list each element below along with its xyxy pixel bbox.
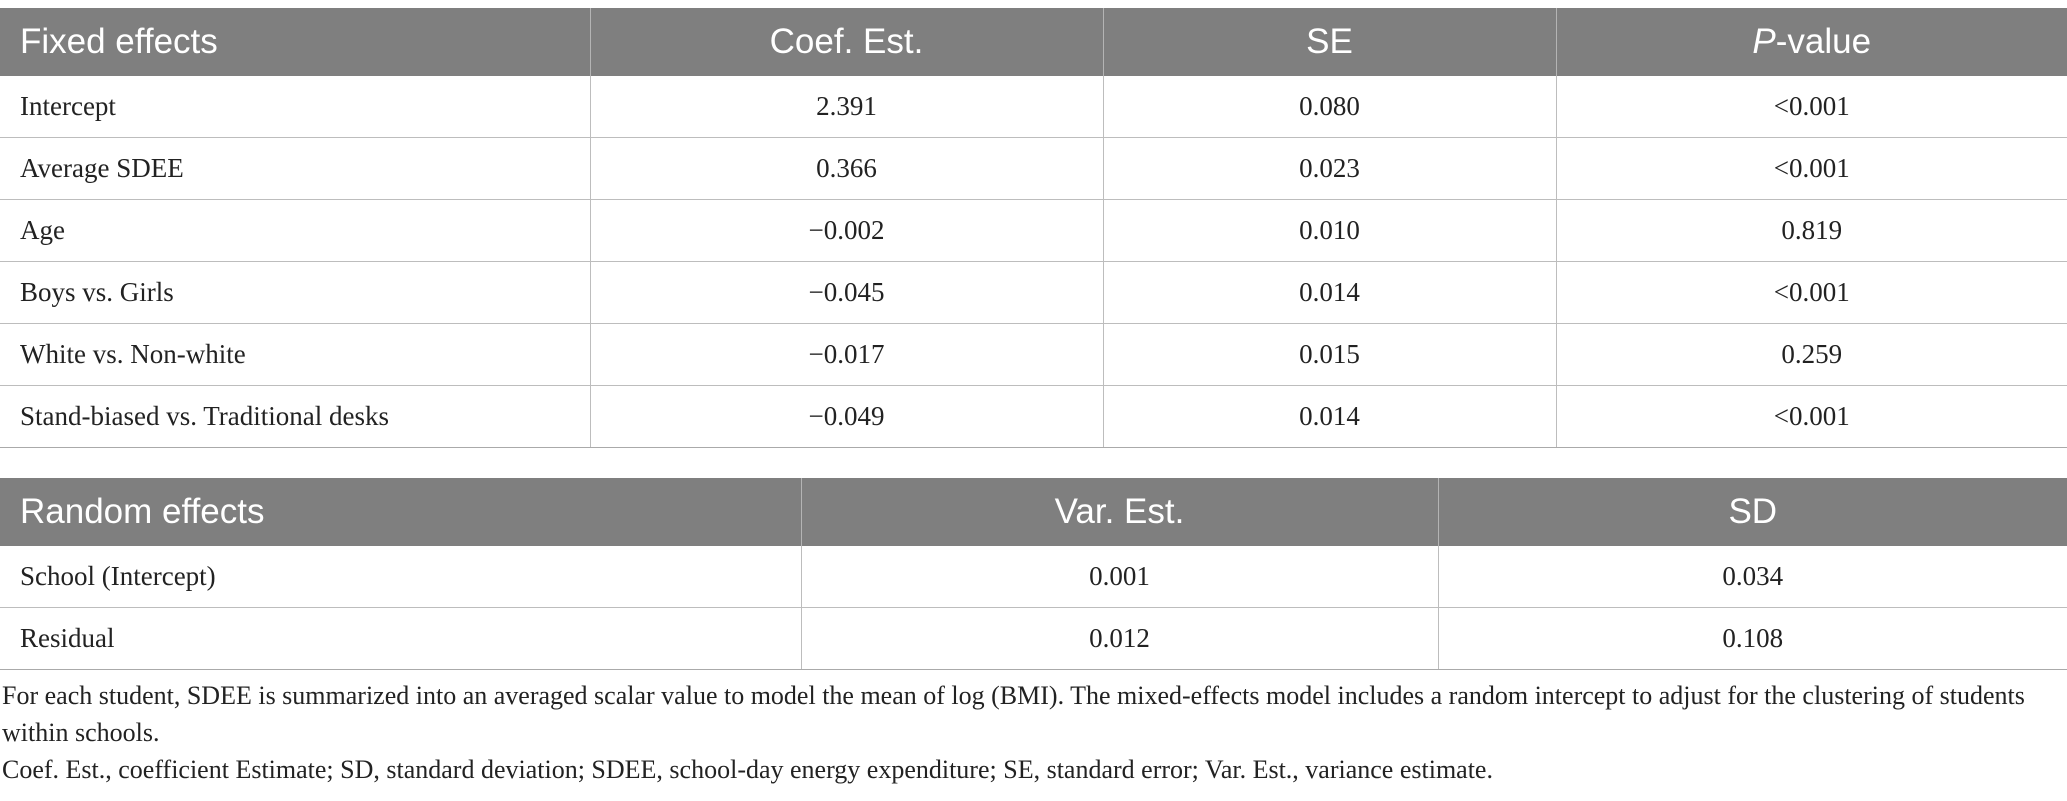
coef-cell: −0.045 — [590, 262, 1103, 324]
coef-cell: −0.017 — [590, 324, 1103, 386]
row-label: Age — [0, 200, 590, 262]
p-value-cell: 0.819 — [1556, 200, 2067, 262]
se-header: SE — [1103, 8, 1556, 76]
footnote-abbreviations: Coef. Est., coefficient Estimate; SD, standard deviation; SDEE, school-day energy expenditure; SE, standard error; Var. Est., variance estimate. — [2, 755, 1493, 784]
row-label: White vs. Non-white — [0, 324, 590, 386]
row-label: Average SDEE — [0, 138, 590, 200]
table-row — [0, 138, 2067, 200]
var-est-header: Var. Est. — [801, 478, 1438, 546]
sd-cell: 0.108 — [1438, 608, 2067, 670]
fixed-effects-header-row — [0, 8, 2067, 76]
p-value-cell: <0.001 — [1556, 386, 2067, 448]
table-row — [0, 386, 2067, 448]
random-effects-table — [0, 478, 2067, 670]
coef-cell: −0.002 — [590, 200, 1103, 262]
table-row — [0, 324, 2067, 386]
p-value-header-italic: P — [1752, 22, 1776, 61]
table-row — [0, 546, 2067, 608]
se-cell: 0.080 — [1103, 76, 1556, 138]
sd-cell: 0.034 — [1438, 546, 2067, 608]
se-cell: 0.023 — [1103, 138, 1556, 200]
coef-est-header: Coef. Est. — [590, 8, 1103, 76]
p-value-header-suffix: -value — [1775, 22, 1872, 61]
row-label: Stand-biased vs. Traditional desks — [0, 386, 590, 448]
p-value-cell: <0.001 — [1556, 76, 2067, 138]
row-label: School (Intercept) — [0, 546, 801, 608]
sd-header: SD — [1438, 478, 2067, 546]
row-label: Boys vs. Girls — [0, 262, 590, 324]
table-footnotes — [2, 677, 2042, 788]
fixed-effects-table — [0, 8, 2067, 448]
table-row — [0, 200, 2067, 262]
se-cell: 0.015 — [1103, 324, 1556, 386]
coef-cell: 2.391 — [590, 76, 1103, 138]
fixed-effects-header: Fixed effects — [0, 8, 590, 76]
coef-cell: −0.049 — [590, 386, 1103, 448]
p-value-cell: <0.001 — [1556, 138, 2067, 200]
random-effects-header: Random effects — [0, 478, 801, 546]
se-cell: 0.010 — [1103, 200, 1556, 262]
se-cell: 0.014 — [1103, 262, 1556, 324]
p-value-cell: 0.259 — [1556, 324, 2067, 386]
var-cell: 0.012 — [801, 608, 1438, 670]
footnote-model-description: For each student, SDEE is summarized into an averaged scalar value to model the mean of log (BMI). The mixed-effects model includes a random intercept to adjust for the clustering of students within schools. — [2, 681, 2025, 747]
se-cell: 0.014 — [1103, 386, 1556, 448]
table-row — [0, 608, 2067, 670]
p-value-cell: <0.001 — [1556, 262, 2067, 324]
p-value-header — [1556, 8, 2067, 76]
coef-cell: 0.366 — [590, 138, 1103, 200]
table-row — [0, 76, 2067, 138]
table-row — [0, 262, 2067, 324]
row-label: Intercept — [0, 76, 590, 138]
var-cell: 0.001 — [801, 546, 1438, 608]
row-label: Residual — [0, 608, 801, 670]
random-effects-header-row — [0, 478, 2067, 546]
